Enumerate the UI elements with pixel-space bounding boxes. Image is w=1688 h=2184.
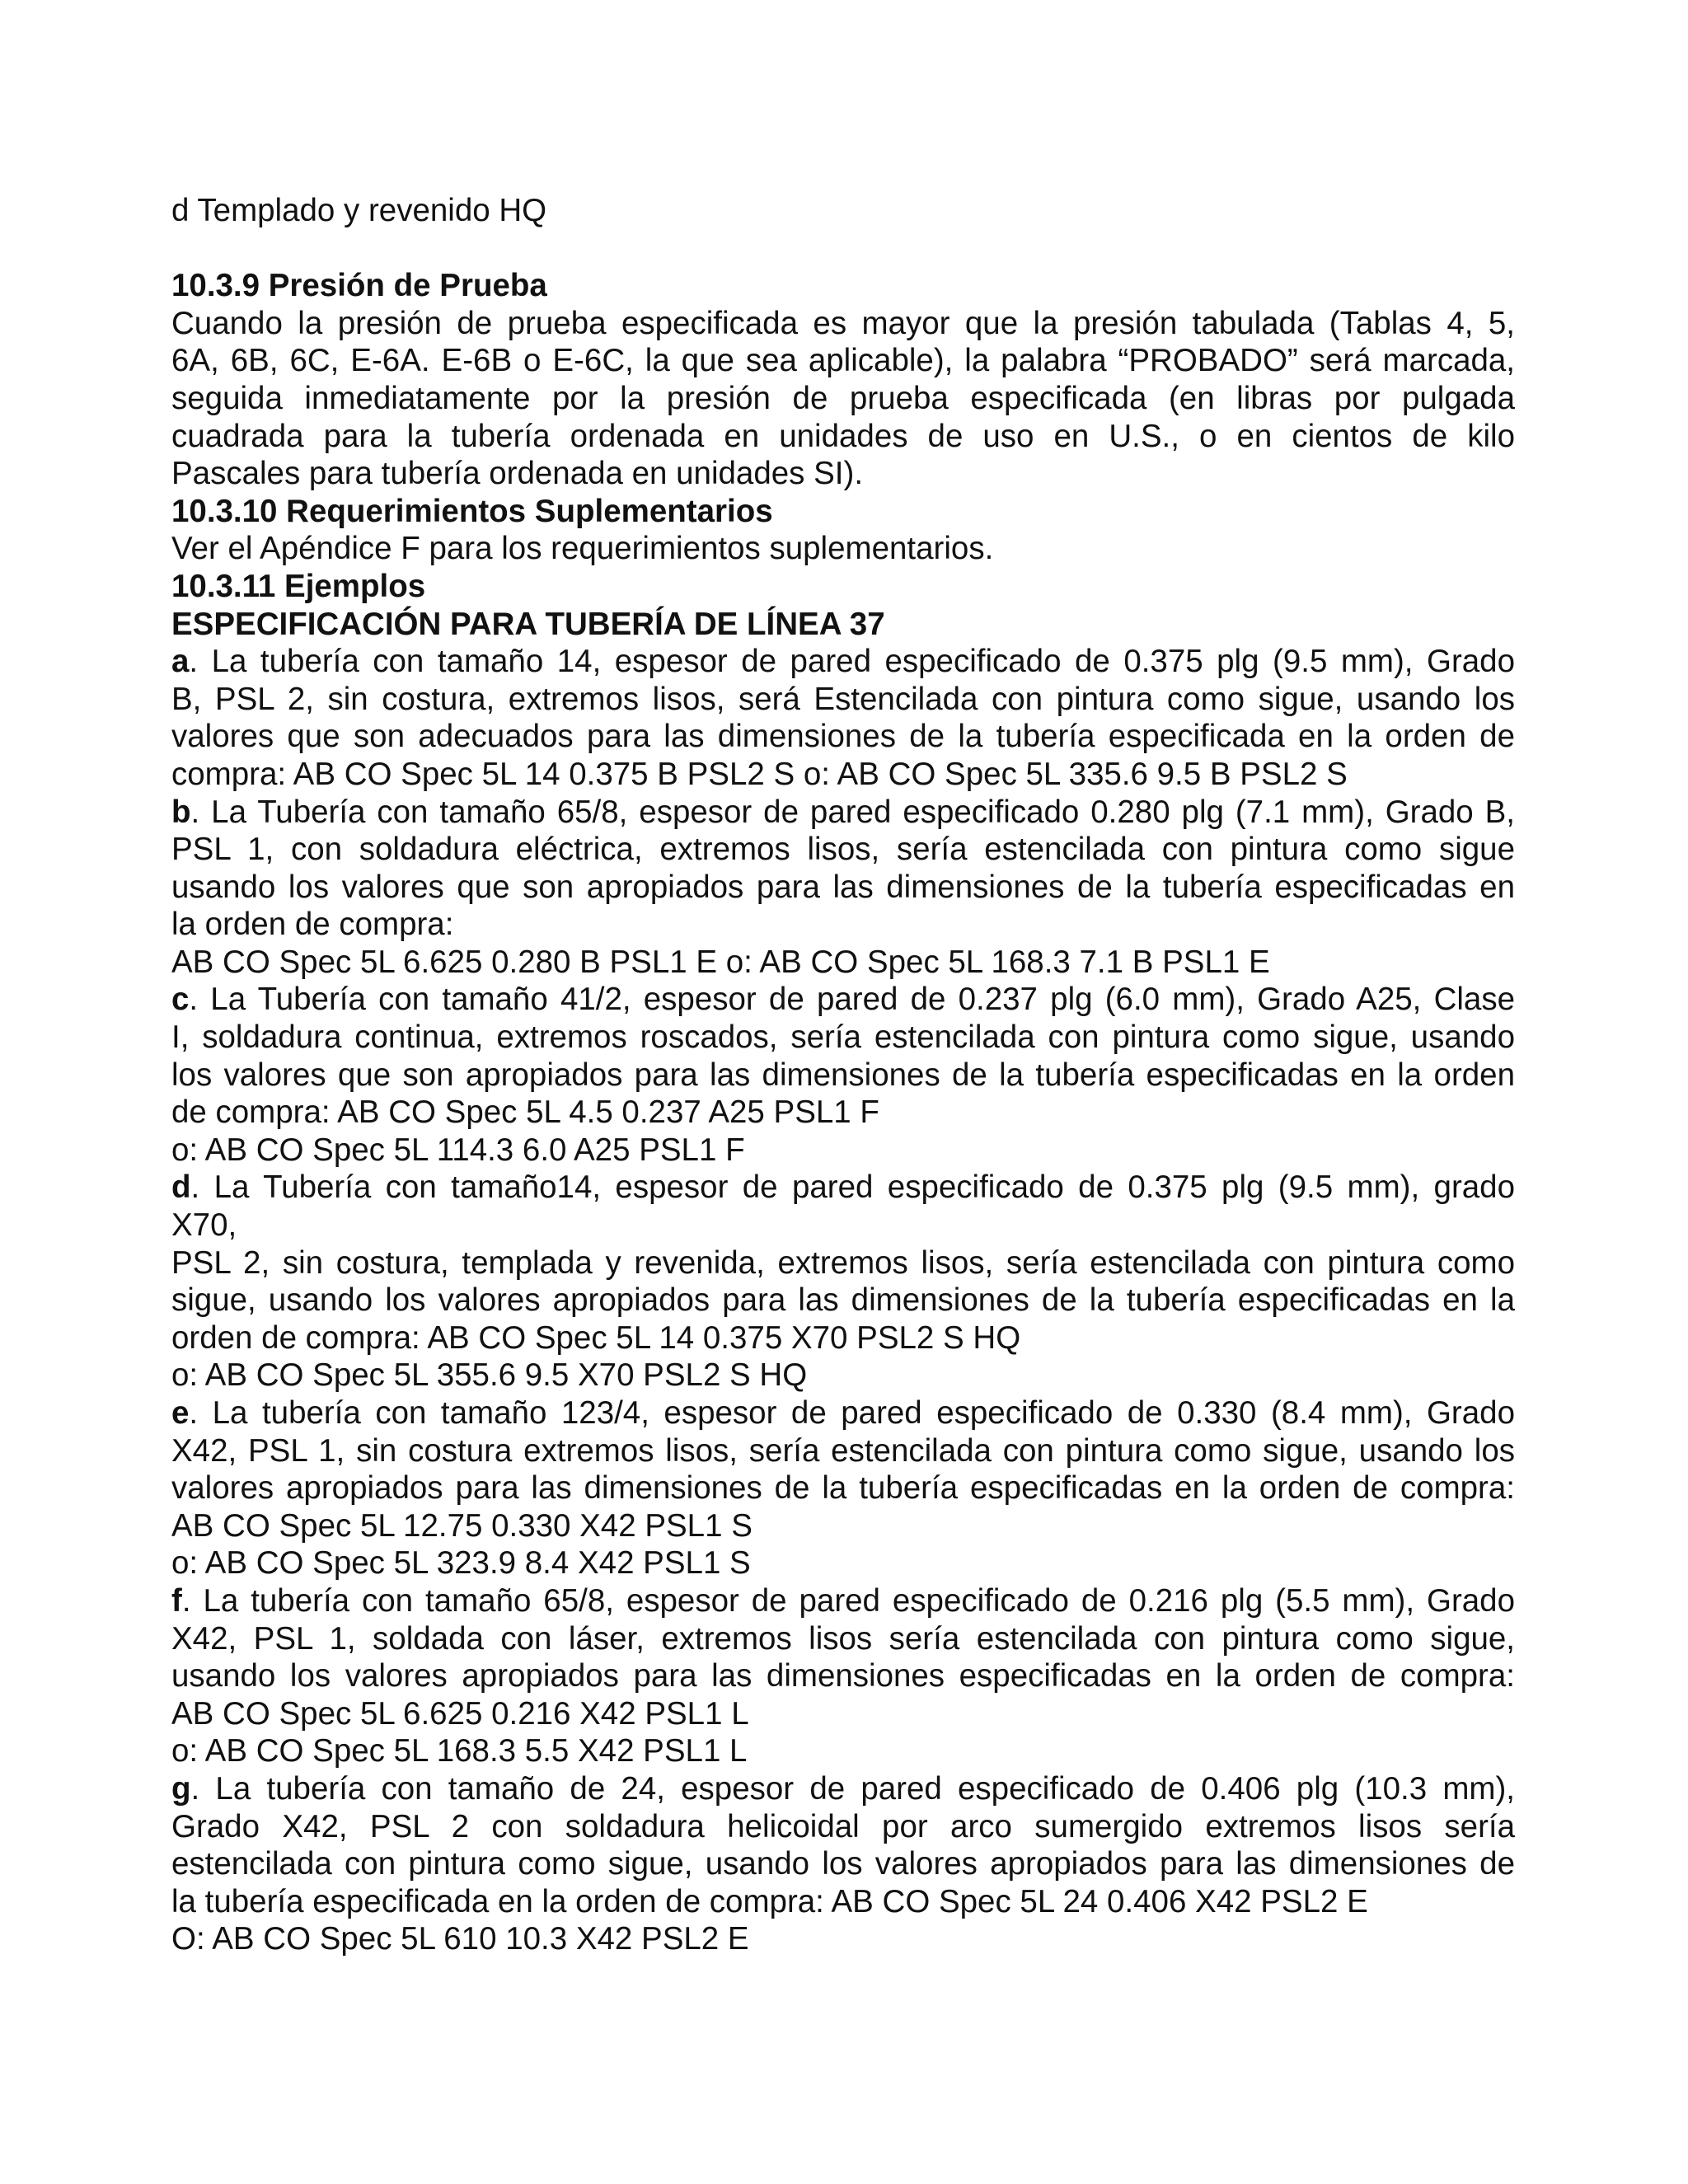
example-f-line: usando los valores apropiados para las dimensiones especificadas en la orden de compra: bbox=[171, 1658, 1515, 1694]
example-b-line: la orden de compra: bbox=[171, 907, 454, 943]
example-text: . La tubería con tamaño 14, espesor de pared especificado de 0.375 plg (9.5 mm), Grado bbox=[189, 644, 1515, 680]
example-a-line: B, PSL 2, sin costura, extremos lisos, será Estencilada con pintura como sigue, usando los bbox=[171, 681, 1515, 717]
example-d-line: sigue, usando los valores apropiados para las dimensiones de la tubería especificadas en la bbox=[171, 1282, 1515, 1319]
example-g-line: estencilada con pintura como sigue, usando los valores apropiados para las dimensiones de bbox=[171, 1846, 1515, 1882]
example-label: c bbox=[171, 982, 190, 1018]
paragraph-line: 6A, 6B, 6C, E-6A. E-6B o E-6C, la que sea aplicable), la palabra “PROBADO” será marcada, bbox=[171, 343, 1515, 379]
example-e-line bbox=[171, 1394, 1515, 1432]
example-label: g bbox=[171, 1770, 191, 1807]
example-b-line: PSL 1, con soldadura eléctrica, extremos lisos, sería estencilada con pintura como sigue bbox=[171, 832, 1515, 868]
example-g-line bbox=[171, 1770, 1515, 1808]
example-d-line: o: AB CO Spec 5L 355.6 9.5 X70 PSL2 S HQ bbox=[171, 1357, 808, 1394]
paragraph-line: cuadrada para la tubería ordenada en unidades de uso en U.S., o en cientos de kilo bbox=[171, 418, 1515, 454]
example-d-line bbox=[171, 1169, 1515, 1207]
section-heading-10-3-10: 10.3.10 Requerimientos Suplementarios bbox=[171, 493, 773, 529]
example-text: . La Tubería con tamaño 65/8, espesor de pared especificado 0.280 plg (7.1 mm), Grado B, bbox=[190, 794, 1515, 830]
paragraph-line: seguida inmediatamente por la presión de prueba especificada (en libras por pulgada bbox=[171, 380, 1515, 416]
example-b-line: AB CO Spec 5L 6.625 0.280 B PSL1 E o: AB CO Spec 5L 168.3 7.1 B PSL1 E bbox=[171, 944, 1270, 980]
intro-line: d Templado y revenido HQ bbox=[171, 193, 547, 228]
example-c-line: los valores que son apropiados para las dimensiones de la tubería especificadas en la orden bbox=[171, 1057, 1515, 1093]
example-b-line bbox=[171, 794, 1515, 832]
example-text: . La tubería con tamaño 123/4, espesor de pared especificado de 0.330 (8.4 mm), Grado bbox=[189, 1395, 1515, 1431]
example-d-line: X70, bbox=[171, 1207, 237, 1244]
example-d-line: orden de compra: AB CO Spec 5L 14 0.375 X70 PSL2 S HQ bbox=[171, 1319, 1021, 1356]
document-page bbox=[171, 192, 1515, 1958]
section-heading-10-3-9: 10.3.9 Presión de Prueba bbox=[171, 268, 547, 304]
example-f-line: AB CO Spec 5L 6.625 0.216 X42 PSL1 L bbox=[171, 1695, 749, 1732]
example-e-line: o: AB CO Spec 5L 323.9 8.4 X42 PSL1 S bbox=[171, 1545, 751, 1582]
example-f-line: X42, PSL 1, soldada con láser, extremos lisos sería estencilada con pintura como sigue, bbox=[171, 1620, 1515, 1657]
example-c-line: I, soldadura continua, extremos roscados, sería estencilada con pintura como sigue, usando bbox=[171, 1019, 1515, 1056]
example-c-line: o: AB CO Spec 5L 114.3 6.0 A25 PSL1 F bbox=[171, 1132, 745, 1168]
example-a-line: compra: AB CO Spec 5L 14 0.375 B PSL2 S o: AB CO Spec 5L 335.6 9.5 B PSL2 S bbox=[171, 756, 1348, 792]
example-label: d bbox=[171, 1169, 191, 1206]
example-c-line bbox=[171, 981, 1515, 1019]
paragraph-line: Pascales para tubería ordenada en unidades SI). bbox=[171, 456, 864, 492]
example-a-line: valores que son adecuados para las dimensiones de la tubería especificada en la orden de bbox=[171, 719, 1515, 755]
example-e-line: X42, PSL 1, sin costura extremos lisos, sería estencilada con pintura como sigue, usando los bbox=[171, 1432, 1515, 1469]
example-label: e bbox=[171, 1395, 190, 1431]
example-d-line: PSL 2, sin costura, templada y revenida, extremos lisos, sería estencilada con pintura como bbox=[171, 1244, 1515, 1281]
example-e-line: AB CO Spec 5L 12.75 0.330 X42 PSL1 S bbox=[171, 1507, 753, 1544]
example-b-line: usando los valores que son apropiados para las dimensiones de la tubería especificadas en bbox=[171, 869, 1515, 905]
example-a-line bbox=[171, 643, 1515, 681]
section-heading-10-3-11: 10.3.11 Ejemplos bbox=[171, 568, 426, 604]
example-label: a bbox=[171, 644, 190, 680]
paragraph-line: Cuando la presión de prueba especificada es mayor que la presión tabulada (Tablas 4, 5, bbox=[171, 305, 1515, 341]
example-f-line: o: AB CO Spec 5L 168.3 5.5 X42 PSL1 L bbox=[171, 1733, 748, 1769]
example-text: . La Tubería con tamaño 41/2, espesor de pared de 0.237 plg (6.0 mm), Grado A25, Clase bbox=[189, 982, 1515, 1018]
paragraph-gap bbox=[171, 230, 1515, 268]
example-text: . La Tubería con tamaño14, espesor de pared especificado de 0.375 plg (9.5 mm), grado bbox=[190, 1169, 1515, 1206]
example-f-line bbox=[171, 1582, 1515, 1620]
example-c-line: de compra: AB CO Spec 5L 4.5 0.237 A25 PSL1 F bbox=[171, 1094, 879, 1131]
example-label: f bbox=[171, 1582, 182, 1619]
example-label: b bbox=[171, 794, 191, 830]
example-text: . La tubería con tamaño 65/8, espesor de pared especificado de 0.216 plg (5.5 mm), Grado bbox=[181, 1582, 1515, 1619]
example-g-line: Grado X42, PSL 2 con soldadura helicoidal por arco sumergido extremos lisos sería bbox=[171, 1808, 1515, 1844]
example-e-line: valores apropiados para las dimensiones de la tubería especificadas en la orden de compra: bbox=[171, 1470, 1515, 1507]
example-g-line: la tubería especificada en la orden de compra: AB CO Spec 5L 24 0.406 X42 PSL2 E bbox=[171, 1883, 1368, 1919]
example-g-line: O: AB CO Spec 5L 610 10.3 X42 PSL2 E bbox=[171, 1921, 749, 1957]
section-subheading: ESPECIFICACIÓN PARA TUBERÍA DE LÍNEA 37 bbox=[171, 606, 885, 642]
example-text: . La tubería con tamaño de 24, espesor de pared especificado de 0.406 plg (10.3 mm), bbox=[190, 1770, 1515, 1807]
paragraph-line: Ver el Apéndice F para los requerimientos suplementarios. bbox=[171, 531, 994, 567]
